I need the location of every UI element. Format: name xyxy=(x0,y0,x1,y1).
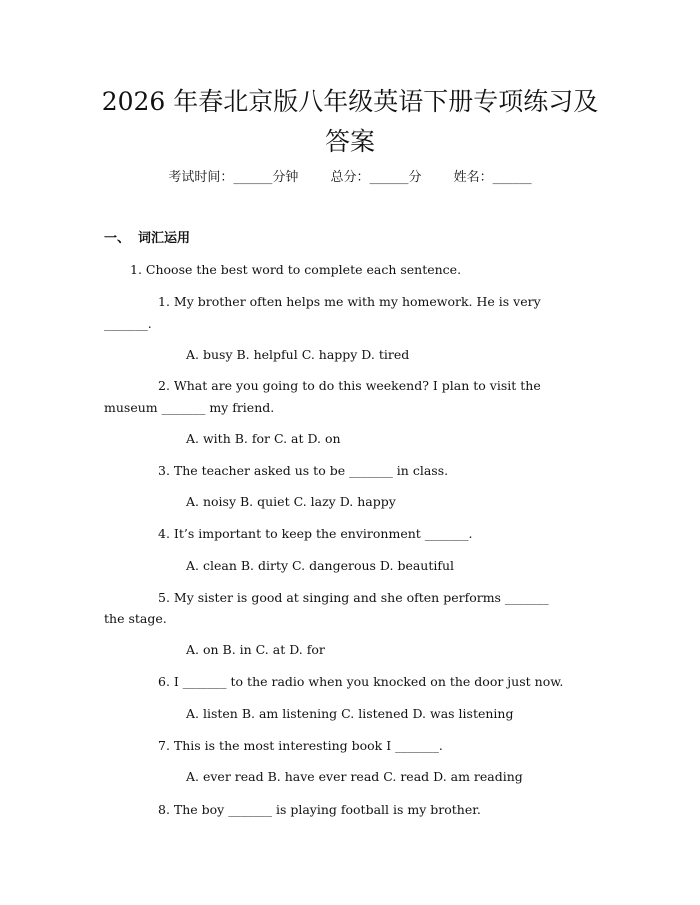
document-title xyxy=(60,82,640,162)
question-1-text: 1. My brother often helps me with my homework. He is very xyxy=(158,294,541,309)
question-2-text-cont: museum _______ my friend. xyxy=(104,400,275,415)
question-3-options: A. noisy B. quiet C. lazy D. happy xyxy=(186,494,396,509)
section-heading xyxy=(104,229,190,249)
question-7-options: A. ever read B. have ever read C. read D. am reading xyxy=(186,769,523,784)
title-line-2: 答案 xyxy=(324,127,375,156)
question-4-options: A. clean B. dirty C. dangerous D. beautiful xyxy=(186,558,455,573)
question-6-text: 6. I _______ to the radio when you knocked on the door just now. xyxy=(158,674,564,689)
question-7-text: 7. This is the most interesting book I _______. xyxy=(158,738,443,753)
exam-name: 姓名：______ xyxy=(453,170,532,185)
question-4-text: 4. It’s important to keep the environment _______. xyxy=(158,526,473,541)
section-number: 一、 xyxy=(104,231,131,246)
question-5-text: 5. My sister is good at singing and she often performs _______ xyxy=(158,590,549,605)
question-8-text: 8. The boy _______ is playing football is my brother. xyxy=(158,802,481,817)
question-1-text-cont: _______. xyxy=(104,316,152,331)
exam-meta xyxy=(0,168,700,188)
exam-total-score: 总分：______分 xyxy=(330,170,422,185)
section-title: 词汇运用 xyxy=(138,231,191,246)
question-6-options: A. listen B. am listening C. listened D. was listening xyxy=(186,706,514,721)
question-1-options: A. busy B. helpful C. happy D. tired xyxy=(186,347,410,362)
exam-time: 考试时间：______分钟 xyxy=(168,170,299,185)
question-2-text: 2. What are you going to do this weekend? I plan to visit the xyxy=(158,378,541,393)
title-line-1: 2026 年春北京版八年级英语下册专项练习及 xyxy=(101,87,599,116)
question-5-text-cont: the stage. xyxy=(104,611,167,626)
question-2-options: A. with B. for C. at D. on xyxy=(186,431,341,446)
question-5-options: A. on B. in C. at D. for xyxy=(186,642,325,657)
instruction: 1. Choose the best word to complete each sentence. xyxy=(130,262,462,277)
question-3-text: 3. The teacher asked us to be _______ in class. xyxy=(158,463,449,478)
